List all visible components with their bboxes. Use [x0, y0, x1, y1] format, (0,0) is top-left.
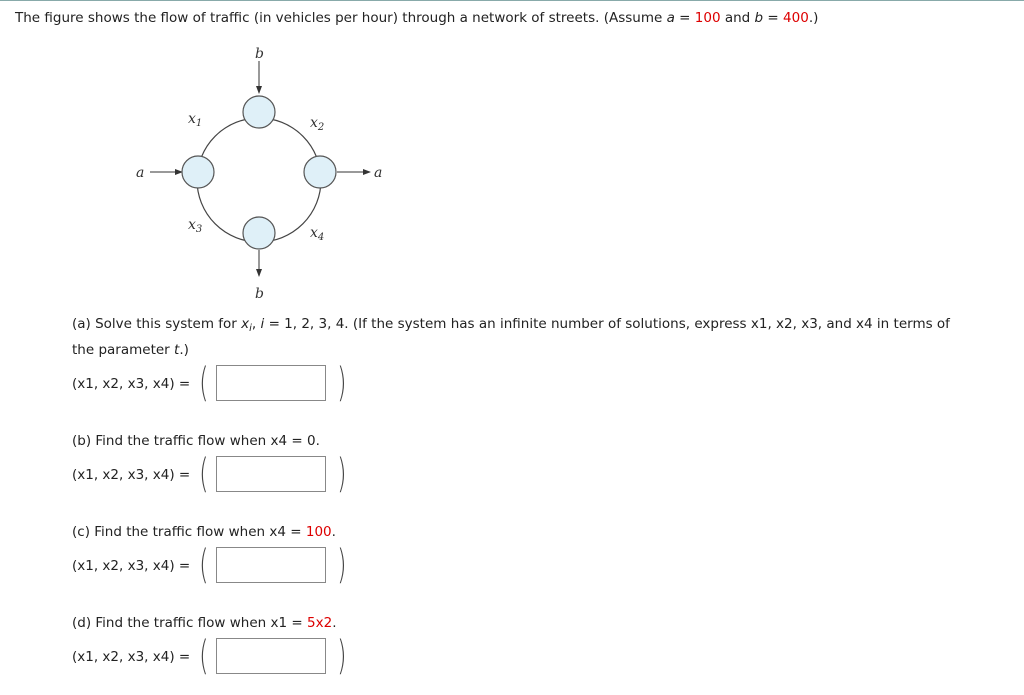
part-b-lhs: (x1, x2, x3, x4) =: [72, 467, 191, 483]
part-c-lhs: (x1, x2, x3, x4) =: [72, 558, 191, 574]
part-a-prompt: (a) Solve this system for $x_i$, i = 1, 2, 3, 4. (If the system has an infinite number of solutions, express x1, x2, x3, and x4 in terms of: [72, 316, 950, 334]
svg-text:a: a: [374, 165, 383, 181]
part-b-answer-input[interactable]: [216, 456, 326, 492]
problem-intro: The figure shows the flow of traffic (in vehicles per hour) through a network of streets. (Assume a = 100 and b = 400.): [15, 10, 819, 26]
part-d-lhs: (x1, x2, x3, x4) =: [72, 649, 191, 665]
traffic-network-diagram: [120, 41, 400, 301]
part-d-answer-input[interactable]: [216, 638, 326, 674]
part-a-prompt-line2: the parameter t.): [72, 342, 189, 358]
part-c-prompt: (c) Find the traffic flow when x4 = 100.: [72, 524, 336, 540]
part-c-answer-input[interactable]: [216, 547, 326, 583]
svg-text:x1: $x_1$: [188, 111, 203, 129]
svg-text:x3: $x_3$: [188, 217, 203, 235]
svg-text:x2: $x_2$: [310, 115, 325, 133]
node-right: [304, 156, 336, 188]
svg-text:b: b: [255, 46, 264, 62]
node-bottom: [243, 217, 275, 249]
svg-text:a: a: [136, 165, 145, 181]
node-left: [182, 156, 214, 188]
part-b-prompt: (b) Find the traffic flow when x4 = 0.: [72, 433, 320, 449]
svg-text:x4: $x_4$: [310, 225, 325, 243]
part-d-prompt: (d) Find the traffic flow when x1 = 5x2.: [72, 615, 337, 631]
part-a-answer-input[interactable]: [216, 365, 326, 401]
svg-text:b: b: [255, 286, 264, 301]
part-a-lhs: (x1, x2, x3, x4) =: [72, 376, 191, 392]
node-top: [243, 96, 275, 128]
